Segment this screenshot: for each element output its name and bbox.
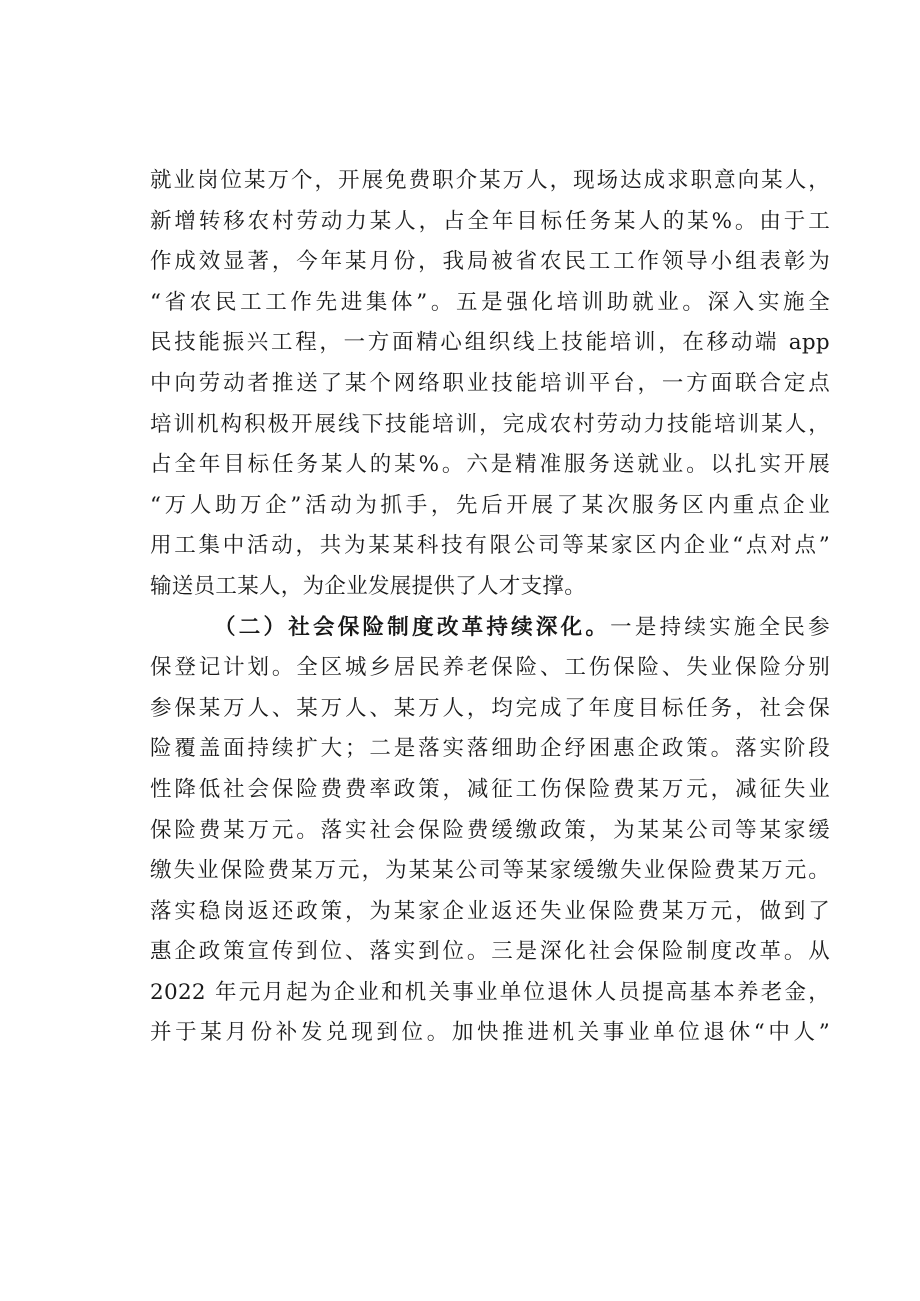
text-line: 保险费某万元。落实社会保险费缓缴政策，为某某公司等某家缓 <box>150 817 830 843</box>
text-line: 2022 年元月起为企业和机关事业单位退休人员提高基本养老金， <box>150 979 830 1005</box>
text-line: 惠企政策宣传到位、落实到位。三是深化社会保险制度改革。从 <box>150 939 830 965</box>
text-line: 民技能振兴工程，一方面精心组织线上技能培训，在移动端 app <box>150 330 830 356</box>
section-heading-line <box>150 608 830 649</box>
text-line: 作成效显著，今年某月份，我局被省农民工工作领导小组表彰为 <box>150 249 830 275</box>
paragraph-employment <box>150 161 830 608</box>
text-line: 性降低社会保险费费率政策，减征工伤保险费某万元，减征失业 <box>150 776 830 802</box>
text-line: 缴失业保险费某万元，为某某公司等某家缓缴失业保险费某万元。 <box>150 858 830 884</box>
text-line: 落实稳岗返还政策，为某家企业返还失业保险费某万元，做到了 <box>150 898 830 924</box>
text-line: “省农民工工作先进集体”。五是强化培训助就业。深入实施全 <box>150 289 830 315</box>
document-body <box>150 161 830 1054</box>
text-line: 用工集中活动，共为某某科技有限公司等某家区内企业“点对点” <box>150 533 830 559</box>
text-line: 保登记计划。全区城乡居民养老保险、工伤保险、失业保险分别 <box>150 655 830 681</box>
text-line: 险覆盖面持续扩大；二是落实落细助企纾困惠企政策。落实阶段 <box>150 736 830 762</box>
paragraph-social-insurance <box>150 608 830 1055</box>
text-line: 就业岗位某万个，开展免费职介某万人，现场达成求职意向某人， <box>150 168 830 193</box>
text-line: 占全年目标任务某人的某%。六是精准服务送就业。以扎实开展 <box>150 452 830 478</box>
section-heading-rest: 一是持续实施全民参 <box>610 614 830 640</box>
section-heading: （二）社会保险制度改革持续深化。 <box>214 614 611 640</box>
text-line: 培训机构积极开展线下技能培训，完成农村劳动力技能培训某人， <box>150 411 830 437</box>
text-line: 并于某月份补发兑现到位。加快推进机关事业单位退休“中人” <box>150 1020 830 1046</box>
text-line: 参保某万人、某万人、某万人，均完成了年度目标任务，社会保 <box>150 695 830 721</box>
text-line: 输送员工某人，为企业发展提供了人才支撑。 <box>150 573 587 599</box>
text-line: 新增转移农村劳动力某人，占全年目标任务某人的某%。由于工 <box>150 208 830 234</box>
text-line: “万人助万企”活动为抓手，先后开展了某次服务区内重点企业 <box>150 492 830 518</box>
text-line: 中向劳动者推送了某个网络职业技能培训平台，一方面联合定点 <box>150 370 830 396</box>
